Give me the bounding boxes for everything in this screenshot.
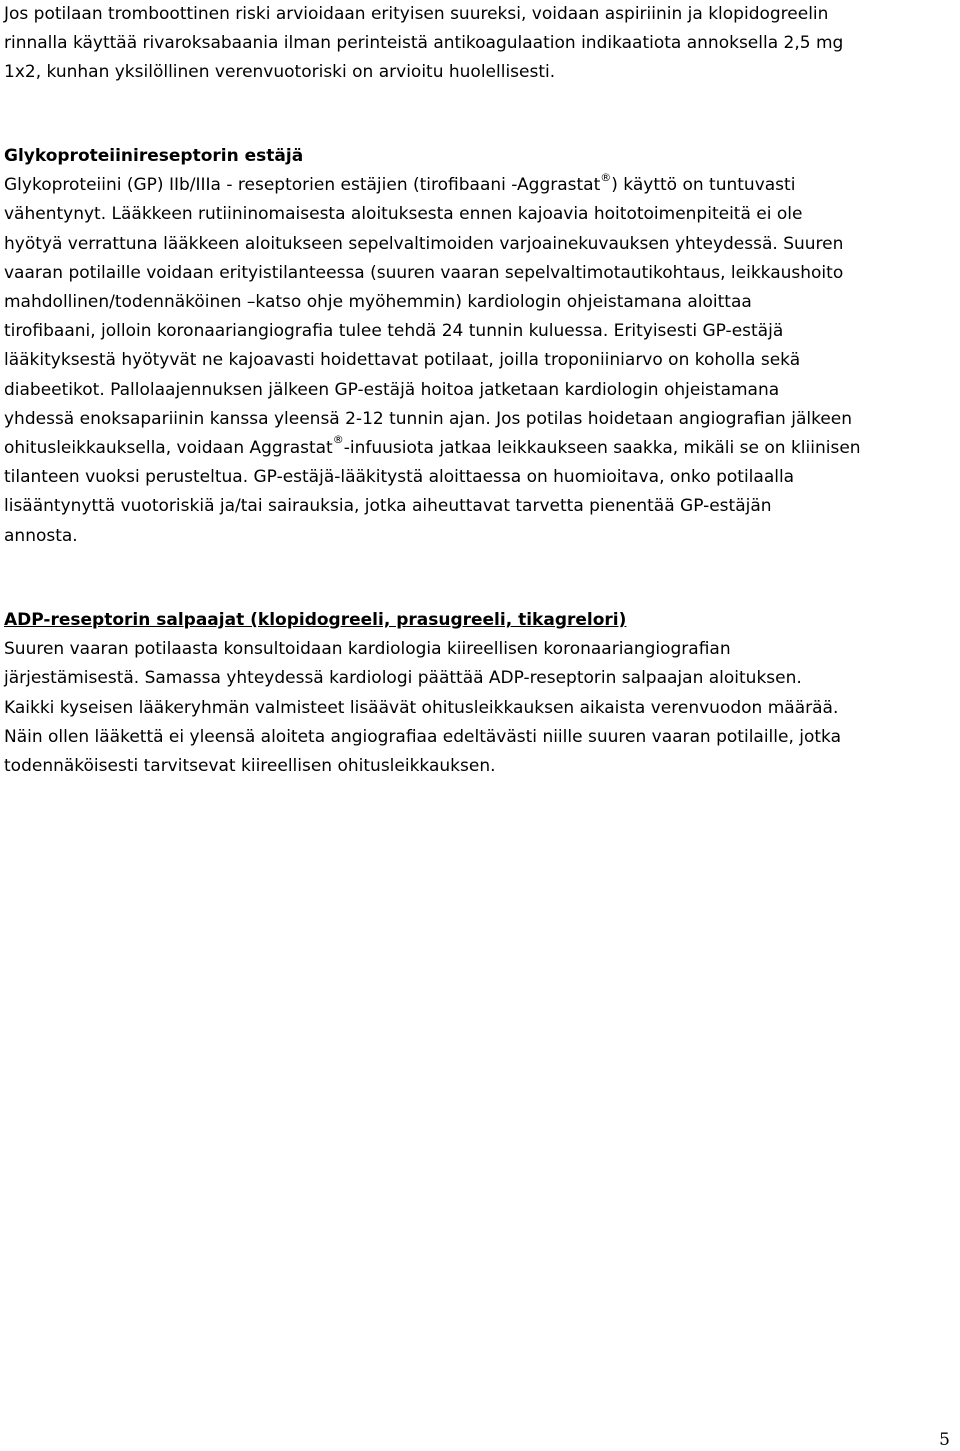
- text-line: lääkityksestä hyötyvät ne kajoavasti hoidettavat potilaat, joilla troponiiniarvo on koholla sekä: [4, 350, 801, 371]
- text-line: lisääntynyttä vuotoriskiä ja/tai sairauksia, jotka aiheuttavat tarvetta pienentää GP-estäjän: [4, 496, 772, 517]
- text-line: 1x2, kunhan yksilöllinen verenvuotoriski on arvioitu huolellisesti.: [4, 62, 556, 83]
- intro-paragraph: [4, 0, 843, 88]
- text-line: Kaikki kyseisen lääkeryhmän valmisteet lisäävät ohitusleikkauksen aikaista verenvuodon määrää.: [4, 697, 839, 718]
- text-line: todennäköisesti tarvitsevat kiireellisen ohitusleikkauksen.: [4, 756, 496, 777]
- text-fragment: ohitusleikkauksella, voidaan Aggrastat: [4, 438, 333, 459]
- text-line: Suuren vaaran potilaasta konsultoidaan kardiologia kiireellisen koronaariangiografian: [4, 639, 731, 660]
- text-line: tilanteen vuoksi perusteltua. GP-estäjä-lääkitystä aloittaessa on huomioitava, onko potilaalla: [4, 467, 795, 488]
- adp-receptor-section: [4, 606, 841, 781]
- registered-mark: ®: [332, 433, 344, 447]
- text-line: tirofibaani, jolloin koronaariangiografia tulee tehdä 24 tunnin kuluessa. Erityisesti GP-estäjä: [4, 321, 784, 342]
- text-line: yhdessä enoksapariinin kanssa yleensä 2-12 tunnin ajan. Jos potilas hoidetaan angiografian jälkeen: [4, 408, 853, 429]
- text-fragment: -infuusiota jatkaa leikkaukseen saakka, mikäli se on kliinisen: [343, 438, 861, 459]
- text-line: vaaran potilaille voidaan erityistilanteessa (suuren vaaran sepelvaltimotautikohtaus, leikkaushoito: [4, 262, 844, 283]
- text-fragment: Glykoproteiini (GP) IIb/IIIa - reseptorien estäjien (tirofibaani -Aggrastat: [4, 175, 601, 196]
- text-line: Näin ollen lääkettä ei yleensä aloiteta angiografiaa edeltävästi niille suuren vaaran potilaille, jotka: [4, 726, 842, 747]
- text-line: Jos potilaan tromboottinen riski arvioidaan erityisen suureksi, voidaan aspiriinin ja klopidogreelin: [4, 4, 829, 24]
- text-line: rinnalla käyttää rivaroksabaania ilman perinteistä antikoagulaation indikaatiota annoksella 2,5 mg: [4, 33, 844, 54]
- text-line: [4, 434, 861, 463]
- page-number: 5: [939, 1430, 950, 1450]
- section-heading: Glykoproteiinireseptorin estäjä: [4, 146, 304, 166]
- text-line: [4, 171, 861, 200]
- gp-inhibitor-section: [4, 142, 861, 551]
- text-line: vähentynyt. Lääkkeen rutiininomaisesta aloituksesta ennen kajoavia hoitotoimenpiteitä ei ole: [4, 204, 803, 225]
- text-line: diabeetikot. Pallolaajennuksen jälkeen GP-estäjä hoitoa jatketaan kardiologin ohjeistamana: [4, 379, 780, 400]
- registered-mark: ®: [600, 170, 612, 184]
- text-line: mahdollinen/todennäköinen –katso ohje myöhemmin) kardiologin ohjeistamana aloittaa: [4, 292, 752, 313]
- text-fragment: ) käyttö on tuntuvasti: [611, 175, 796, 196]
- text-line: järjestämisestä. Samassa yhteydessä kardiologi päättää ADP-reseptorin salpaajan aloituksen.: [4, 668, 802, 689]
- text-line: annosta.: [4, 525, 78, 546]
- section-heading: ADP-reseptorin salpaajat (klopidogreeli, prasugreeli, tikagrelori): [4, 610, 627, 630]
- text-line: hyötyä verrattuna lääkkeen aloitukseen sepelvaltimoiden varjoainekuvauksen yhteydessä. Suuren: [4, 233, 844, 254]
